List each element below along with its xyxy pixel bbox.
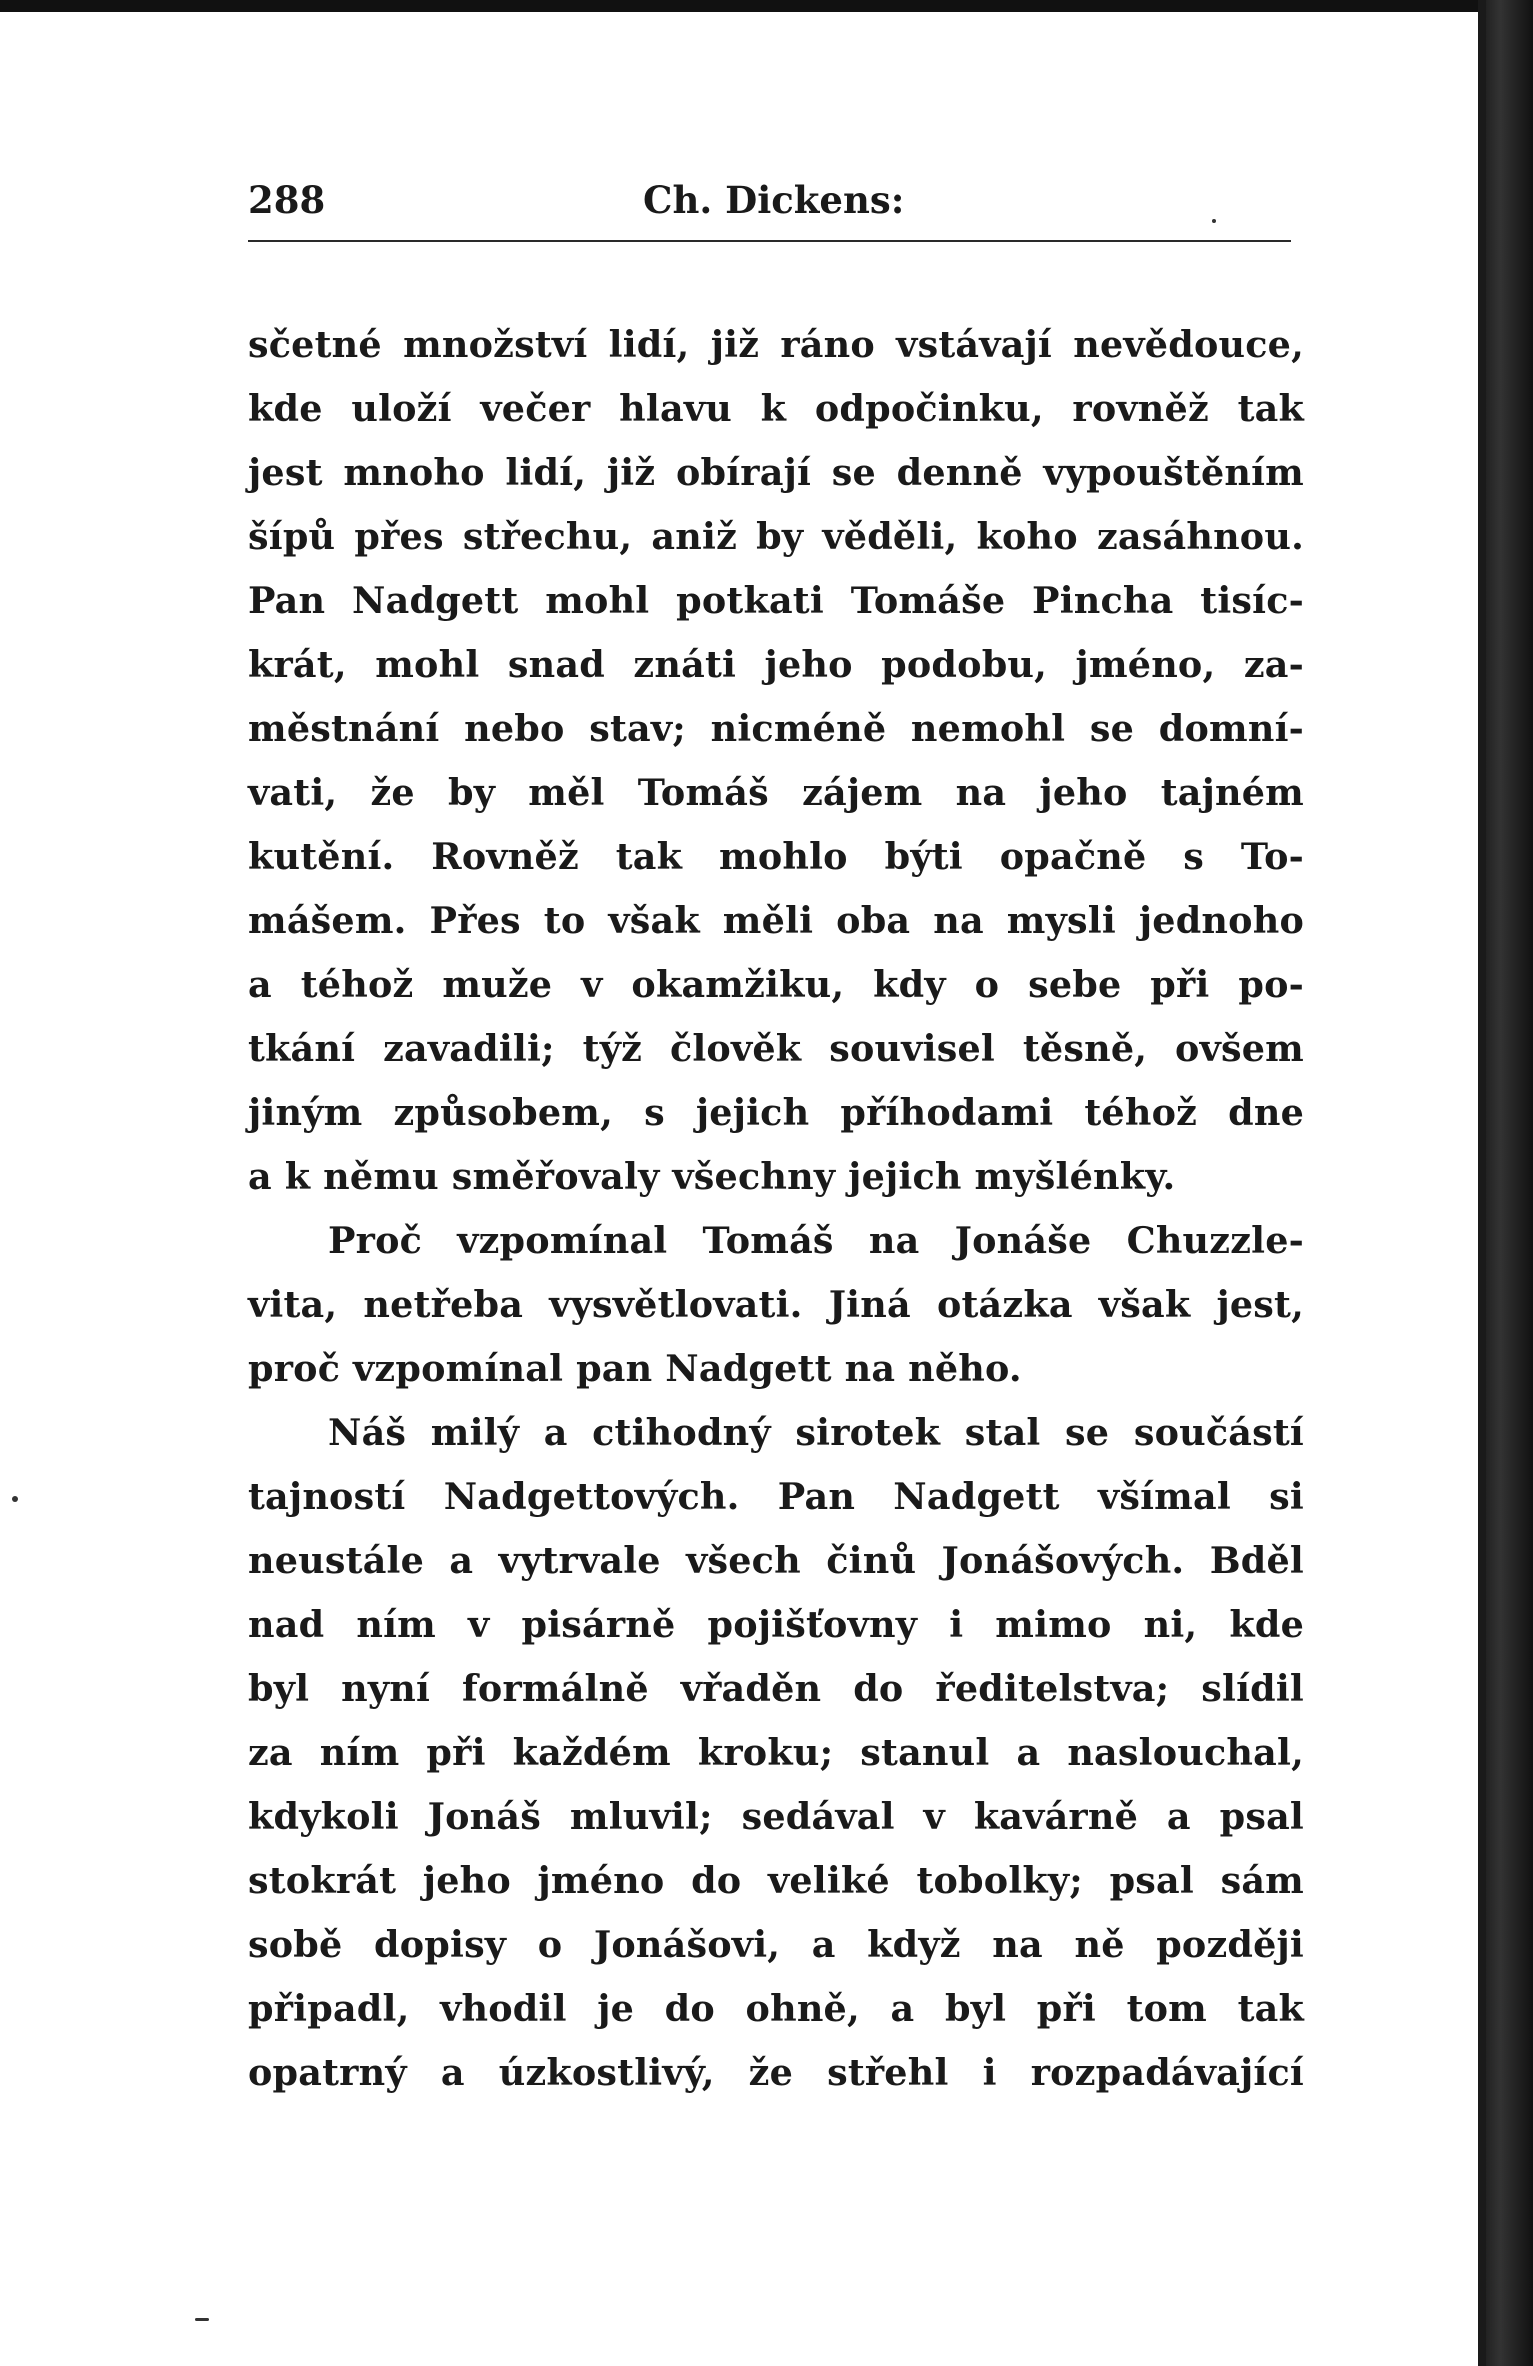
text-line: městnání nebo stav; nicméně nemohl se domní- <box>248 707 1304 750</box>
page-header <box>248 178 1288 228</box>
text-line: proč vzpomínal pan Nadgett na něho. <box>248 1347 1022 1390</box>
scan-page-edge <box>1478 0 1486 2366</box>
text-line: sčetné množství lidí, již ráno vstávají nevědouce, <box>248 323 1304 366</box>
text-line: Pan Nadgett mohl potkati Tomáše Pincha tisíc- <box>248 579 1304 622</box>
page-number: 288 <box>248 178 326 222</box>
text-line: jiným způsobem, s jejich příhodami téhož dne <box>248 1091 1304 1134</box>
scan-speck <box>12 1496 18 1502</box>
text-line: stokrát jeho jméno do veliké tobolky; psal sám <box>248 1859 1304 1902</box>
text-line: krát, mohl snad znáti jeho podobu, jméno, za- <box>248 643 1304 686</box>
text-line: byl nyní formálně vřaděn do ředitelstva; slídil <box>248 1667 1304 1710</box>
text-line: mášem. Přes to však měli oba na mysli jednoho <box>248 899 1304 942</box>
text-line: tkání zavadili; týž člověk souvisel těsně, ovšem <box>248 1027 1304 1070</box>
text-line: kde uloží večer hlavu k odpočinku, rovněž tak <box>248 387 1304 430</box>
paragraph-first-line: Proč vzpomínal Tomáš na Jonáše Chuzzle- <box>328 1219 1304 1262</box>
scan-top-edge <box>0 0 1533 12</box>
header-rule <box>248 240 1291 242</box>
text-line: šípů přes střechu, aniž by věděli, koho zasáhnou. <box>248 515 1304 558</box>
scan-dark-margin <box>1486 0 1533 2366</box>
text-line: jest mnoho lidí, již obírají se denně vypouštěním <box>248 451 1304 494</box>
text-line: nad ním v pisárně pojišťovny i mimo ni, kde <box>248 1603 1304 1646</box>
text-line: a téhož muže v okamžiku, kdy o sebe při po- <box>248 963 1304 1006</box>
text-line: kdykoli Jonáš mluvil; sedával v kavárně a psal <box>248 1795 1304 1838</box>
scan-speck <box>195 2318 209 2321</box>
text-line: a k němu směřovaly všechny jejich myšlénky. <box>248 1155 1176 1198</box>
text-line: opatrný a úzkostlivý, že střehl i rozpadávající <box>248 2051 1304 2094</box>
running-head: Ch. Dickens: <box>643 178 905 222</box>
text-line: vati, že by měl Tomáš zájem na jeho tajném <box>248 771 1304 814</box>
text-line: sobě dopisy o Jonášovi, a když na ně později <box>248 1923 1304 1966</box>
text-line: připadl, vhodil je do ohně, a byl při tom tak <box>248 1987 1304 2030</box>
paragraph-first-line: Náš milý a ctihodný sirotek stal se součástí <box>328 1411 1304 1454</box>
text-line: neustále a vytrvale všech činů Jonášových. Bděl <box>248 1539 1304 1582</box>
body-text <box>248 313 1304 2105</box>
text-line: za ním při každém kroku; stanul a naslouchal, <box>248 1731 1304 1774</box>
text-line: kutění. Rovněž tak mohlo býti opačně s To- <box>248 835 1304 878</box>
scan-speck <box>1212 219 1216 223</box>
text-line: vita, netřeba vysvětlovati. Jiná otázka však jest, <box>248 1283 1304 1326</box>
text-line: tajností Nadgettových. Pan Nadgett všímal si <box>248 1475 1304 1518</box>
